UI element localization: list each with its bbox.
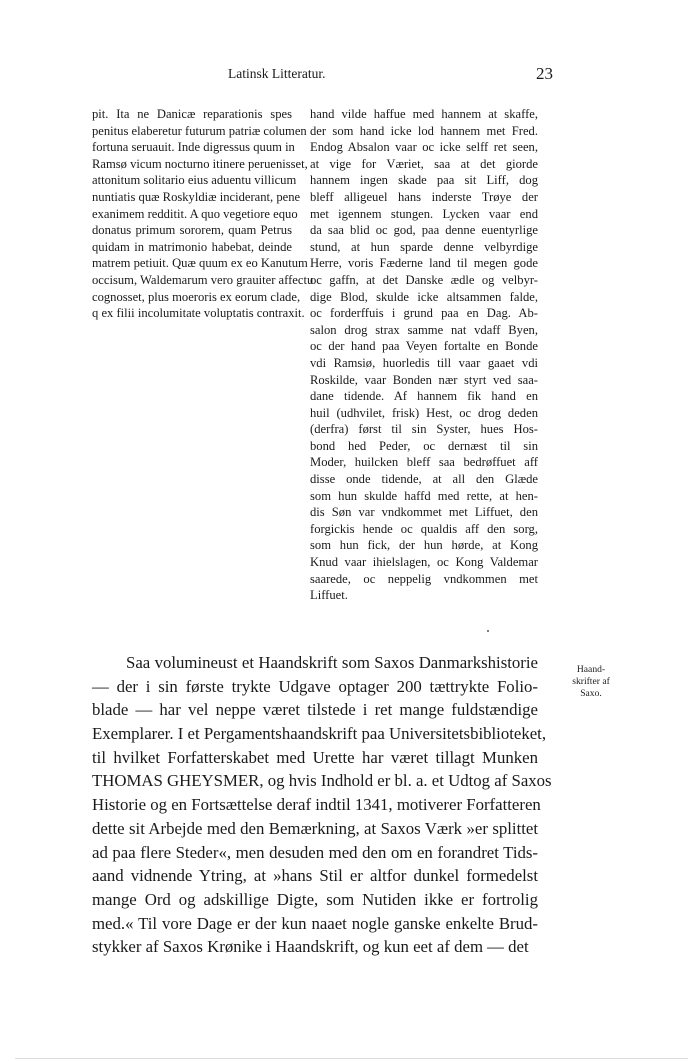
text-line: vdi Ramsiø, huorledis till vaar gaaet vdi — [310, 355, 538, 370]
text-line: donatus primum sororem, quam Petrus — [92, 223, 292, 238]
margin-note — [560, 664, 622, 700]
text-line: dis Søn var vndkommet met Liffuet, den — [310, 505, 538, 520]
text-line: hand vilde haffue med hannem at skaffe, — [310, 107, 538, 121]
text-line: Historie og en Fortsættelse deraf indtil 1341, motiverer Forfatteren — [92, 795, 541, 815]
text-line: quidam in matrimonio habebat, deinde — [92, 239, 292, 254]
text-line: blade — har vel neppe været tilstede i ret mange fuldstændige — [92, 700, 538, 720]
latin-quote-column — [92, 106, 314, 322]
text-line: hannem ingen skade paa sit Liff, dog — [310, 173, 538, 188]
text-line: dane tidende. Af hannem fik hand en — [310, 389, 538, 404]
text-line: dige Blod, skulde icke altsammen falde, — [310, 289, 538, 304]
text-line: Moder, huilcken bleff saa bedrøffuet aff — [310, 455, 538, 470]
text-line: saarede, oc neppelig vndkommen met — [310, 571, 538, 586]
text-line: da saa blid oc god, paa denne euentyrlige — [310, 223, 538, 238]
text-line: penitus elaberetur futurum patriæ columen — [92, 123, 307, 138]
text-line: ad paa flere Steder«, men desuden med den om en forandret Tids- — [92, 842, 538, 862]
text-line: cognosset, plus moeroris ex eorum clade, — [92, 289, 301, 304]
text-line: salon drog strax samme nat vdaff Byen, — [310, 322, 538, 337]
text-line: Ramsø vicum nocturno itinere peruenisset, — [92, 156, 308, 171]
text-line: Exemplarer. I et Pergamentshaandskrift paa Universitetsbiblioteket, — [92, 724, 547, 744]
text-line: (derfra) først til sin Syster, hues Hos- — [310, 422, 538, 437]
text-line: med.« Til vore Dage er der kun naaet nogle ganske enkelte Brud- — [92, 913, 538, 933]
page-edge — [15, 1058, 688, 1059]
main-paragraph — [92, 651, 552, 959]
text-line: q ex filii incolumitate voluptatis contraxit. — [92, 306, 305, 321]
text-line: oc forderffuis i grund paa en Dag. Ab- — [310, 306, 538, 321]
text-line: attonitum solitario eius aduentu villicum — [92, 173, 297, 188]
text-line: bond hed Peder, oc dernæst til sin — [310, 438, 538, 453]
text-line: aand vidnende Ytring, at »hans Stil er altfor dunkel formedelst — [92, 866, 538, 886]
text-line: Roskilde, vaar Bonden nær styrt ved saa- — [310, 372, 538, 387]
margin-note-line: Saxo. — [580, 688, 602, 699]
text-line: oc der hand paa Veyen fortalte en Bonde — [310, 339, 538, 354]
text-line: stykker af Saxos Krønike i Haandskrift, og kun eet af dem — det — [92, 937, 529, 957]
text-line: Liffuet. — [310, 588, 348, 603]
text-line: som hun fick, der hun hørde, at Kong — [310, 538, 538, 553]
print-speck — [487, 630, 489, 632]
text-line: pit. Ita ne Danicæ reparationis spes — [92, 107, 292, 121]
running-title: Latinsk Litteratur. — [228, 66, 326, 81]
text-line: som hun skulde haffd med rette, at hen- — [310, 488, 538, 503]
text-line: dette sit Arbejde med den Bemærkning, at Saxos Værk »er splittet — [92, 818, 538, 838]
margin-note-line: Haand- — [576, 664, 606, 675]
text-line: THOMAS GHEYSMER, og hvis Indhold er bl. a. et Udtog af Saxos — [92, 771, 552, 791]
text-line: Herre, voris Fæderne land til megen gode — [310, 256, 538, 271]
text-line: Saa volumineust et Haandskrift som Saxos Danmarkshistorie — [126, 653, 538, 672]
text-line: stund, at hun sparde denne velbyrdige — [310, 239, 538, 254]
margin-note-line: skrifter af — [572, 676, 610, 687]
text-line: huil (udhvilet, frisk) Hest, oc drog deden — [310, 405, 538, 420]
running-header — [0, 66, 688, 86]
text-line: forgickis hende oc qualdis aff den sorg, — [310, 521, 538, 536]
text-line: Endog Absalon vaar oc icke selff ret seen, — [310, 140, 538, 155]
text-line: bleff alligeuel hans inderste Trøye der — [310, 189, 538, 204]
text-line: mange Ord og adskillige Digte, som Nutiden ikke er fortrolig — [92, 889, 538, 909]
text-line: matrem petiuit. Quæ quum ex eo Kanutum — [92, 256, 308, 271]
text-line: occisum, Waldemarum vero grauiter affectu — [92, 272, 314, 287]
text-line: nuntiatis quæ Roskyldiæ inciderant, pene — [92, 189, 301, 204]
text-line: met igennem stungen. Lycken vaar end — [310, 206, 538, 221]
danish-quote-column — [310, 106, 538, 604]
text-line: til hvilket Forfatterskabet med Urette har været tillagt Munken — [92, 747, 538, 767]
text-line: fortuna seruauit. Inde digressus quum in — [92, 140, 295, 155]
text-line: der som hand icke lod hannem met Fred. — [310, 123, 538, 138]
text-line: Knud vaar ihielslagen, oc Kong Valdemar — [310, 555, 538, 570]
text-line: disse onde tidende, at all den Glæde — [310, 472, 538, 487]
text-line: oc gaffn, at det Danske ædle og velbyr- — [310, 272, 538, 287]
text-line: at vige for Væriet, saa at det giorde — [310, 156, 538, 171]
text-line: exanimem redditit. A quo vegetiore equo — [92, 206, 298, 221]
page-number: 23 — [536, 64, 553, 83]
text-line: — der i sin første trykte Udgave optager 200 tættrykte Folio- — [92, 676, 538, 696]
